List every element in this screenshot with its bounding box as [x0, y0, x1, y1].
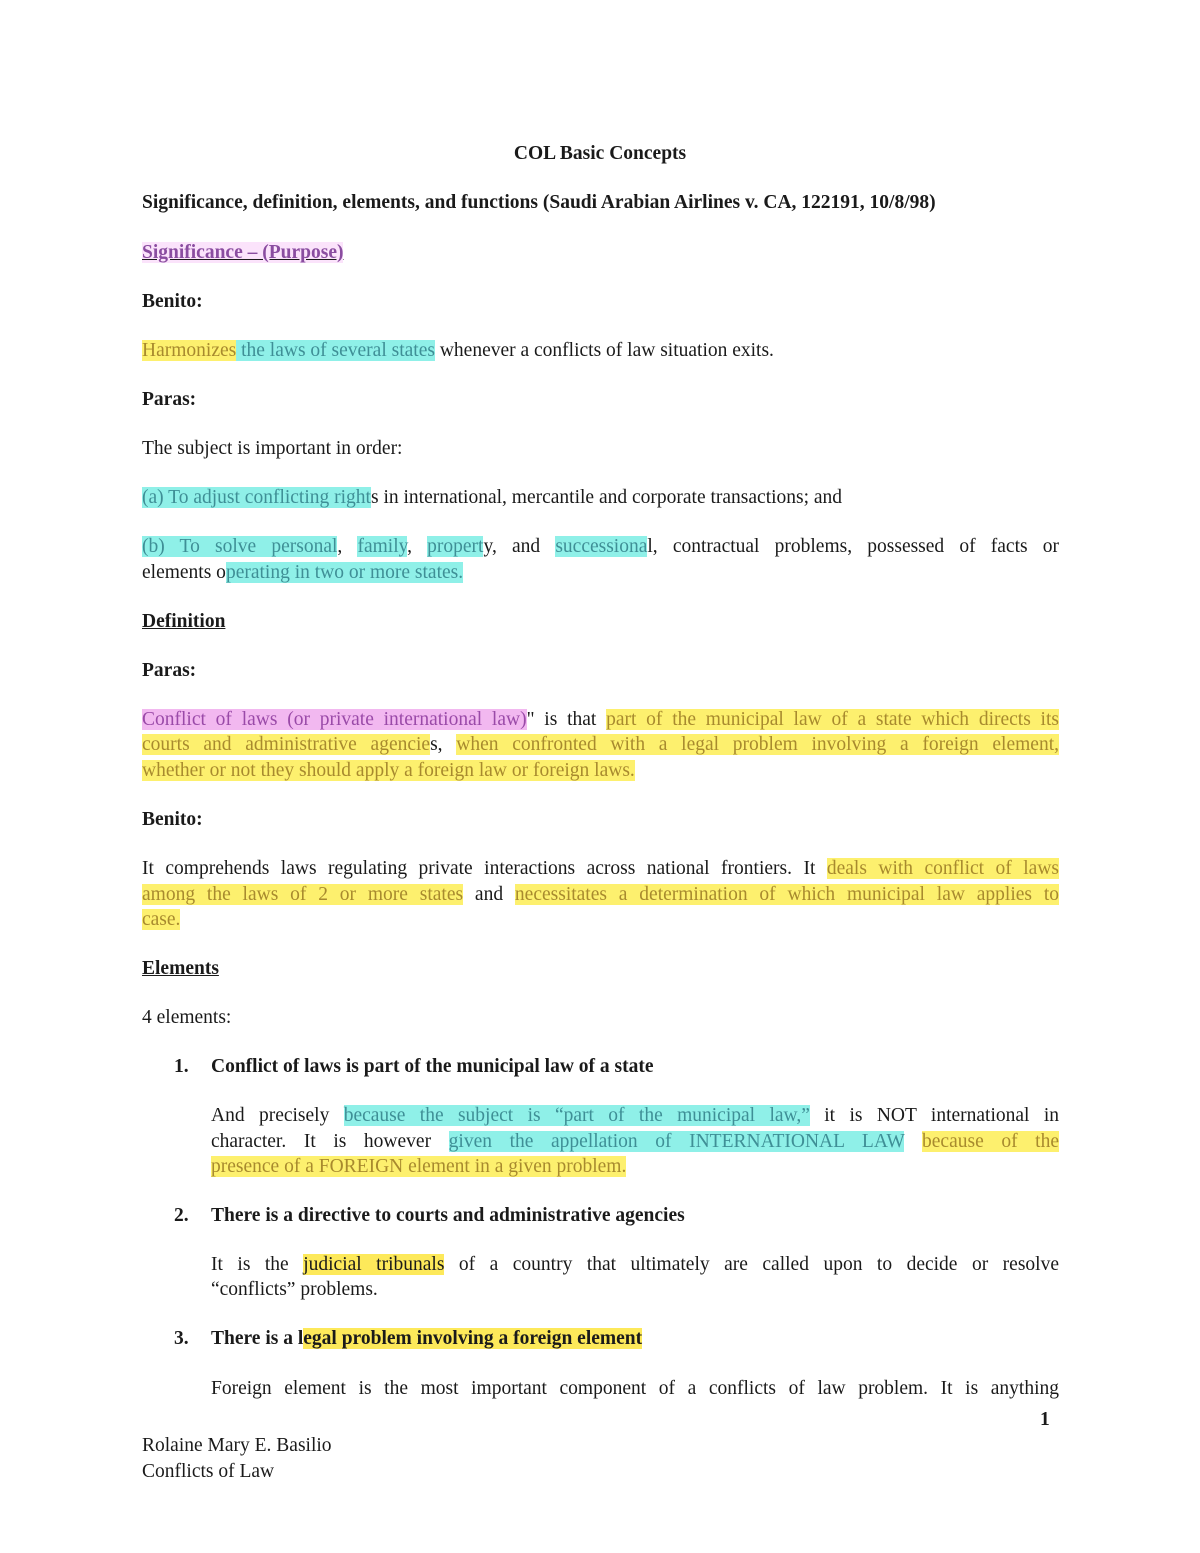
paras-label: Paras:: [142, 389, 197, 410]
element-number: 3.: [174, 1328, 189, 1349]
benito-significance-text: [142, 339, 774, 363]
text-segment: It is the: [211, 1254, 304, 1275]
highlight-part-of-municipal-law: because the subject is “part of the municipal law,”: [343, 1105, 810, 1126]
element-1-line2: [211, 1130, 1059, 1154]
text-segment: elements o: [142, 562, 226, 583]
significance-heading-text: Significance – (Purpose): [142, 242, 344, 263]
text-segment: character. It is however: [211, 1131, 449, 1152]
highlight-two-or-more-states: perating in two or more states.: [225, 562, 464, 583]
highlight-foreign-law: whether or not they should apply a foreign law or foreign laws.: [142, 760, 635, 781]
element-title: [211, 1327, 642, 1351]
item-b-line2: [142, 561, 463, 585]
subject-intro: The subject is important in order:: [142, 438, 403, 459]
page-number: 1: [1040, 1409, 1050, 1430]
text-segment: ,: [337, 536, 358, 557]
text-segment: l, contractual problems, possessed of facts or: [647, 536, 1059, 557]
text-segment: [904, 1131, 922, 1152]
highlight-among-laws: among the laws of 2 or more states: [142, 884, 464, 905]
element-title: There is a directive to courts and administrative agencies: [211, 1205, 685, 1226]
highlight-foreign-element-presence: presence of a FOREIGN element in a given problem.: [211, 1156, 627, 1177]
definition-heading: Definition: [142, 611, 226, 632]
highlight-necessitates: necessitates a determination of which municipal law applies to: [514, 884, 1060, 905]
benito-definition-line2: [142, 883, 1059, 907]
definition-line2: [142, 733, 1059, 757]
text-segment: whenever a conflicts of law situation exits.: [434, 340, 774, 361]
highlight-laws-several-states: the laws of several states: [236, 340, 435, 361]
elements-count: 4 elements:: [142, 1007, 232, 1028]
highlight-international-law: given the appellation of INTERNATIONAL LAW: [448, 1131, 905, 1152]
highlight-foreign-element: when confronted with a legal problem involving a foreign element,: [456, 734, 1059, 755]
element-3-line1: Foreign element is the most important component of a conflicts of law problem. It is anything: [211, 1378, 1059, 1399]
text-segment: it is NOT international in: [809, 1105, 1059, 1126]
highlight-case: case.: [142, 909, 181, 930]
element-1-line1: [211, 1104, 1059, 1128]
text-segment: ,: [407, 536, 428, 557]
element-title: Conflict of laws is part of the municipal law of a state: [211, 1056, 654, 1077]
highlight-property: propert: [427, 536, 484, 557]
text-segment: y, and: [483, 536, 556, 557]
paras-label: Paras:: [142, 660, 197, 681]
highlight-solve-personal: (b) To solve personal: [142, 536, 338, 557]
highlight-deals-with-conflict: deals with conflict of laws: [826, 858, 1059, 879]
highlight-family: family: [357, 536, 408, 557]
highlight-legal-problem: egal problem involving a foreign element: [303, 1328, 643, 1349]
page-title: COL Basic Concepts: [513, 143, 687, 164]
highlight-conflict-of-laws: Conflict of laws (or private international law): [142, 709, 527, 730]
highlight-judicial-tribunals: judicial tribunals: [303, 1254, 445, 1275]
item-b-line1: [142, 535, 1059, 559]
footer-author: Rolaine Mary E. Basilio: [142, 1435, 332, 1456]
highlight-municipal-law: part of the municipal law of a state which directs its: [606, 709, 1059, 730]
benito-label: Benito:: [142, 291, 203, 312]
text-segment: It comprehends laws regulating private interactions across national frontiers. It: [142, 858, 827, 879]
definition-line3: [142, 759, 635, 783]
element-number: 2.: [174, 1205, 189, 1226]
highlight-courts-agencies: courts and administrative agencie: [142, 734, 431, 755]
element-1-line3: [211, 1155, 626, 1179]
benito-definition-line1: [142, 857, 1059, 881]
highlight-harmonizes: Harmonizes: [142, 340, 237, 361]
benito-definition-line3: [142, 908, 180, 932]
highlight-successional: successiona: [555, 536, 648, 557]
element-2-line2: “conflicts” problems.: [211, 1279, 378, 1300]
element-number: 1.: [174, 1056, 189, 1077]
item-a-text: [142, 486, 842, 510]
elements-heading: Elements: [142, 958, 219, 979]
section-subtitle: Significance, definition, elements, and functions (Saudi Arabian Airlines v. CA, 122191, 10/8/98): [142, 192, 936, 213]
text-segment: There is a l: [211, 1328, 304, 1349]
text-segment: s in international, mercantile and corporate transactions; and: [370, 487, 843, 508]
highlight-adjust-rights: (a) To adjust conflicting right: [142, 487, 371, 508]
text-segment: and: [463, 884, 515, 905]
text-segment: s,: [430, 734, 457, 755]
text-segment: of a country that ultimately are called upon to decide or resolve: [444, 1254, 1059, 1275]
benito-label: Benito:: [142, 809, 203, 830]
significance-heading: [142, 241, 343, 265]
text-segment: " is that: [526, 709, 607, 730]
footer-course: Conflicts of Law: [142, 1461, 275, 1482]
element-2-line1: [211, 1253, 1059, 1277]
definition-line1: [142, 708, 1059, 732]
text-segment: And precisely: [211, 1105, 344, 1126]
highlight-because-of-the: because of the: [922, 1131, 1059, 1152]
